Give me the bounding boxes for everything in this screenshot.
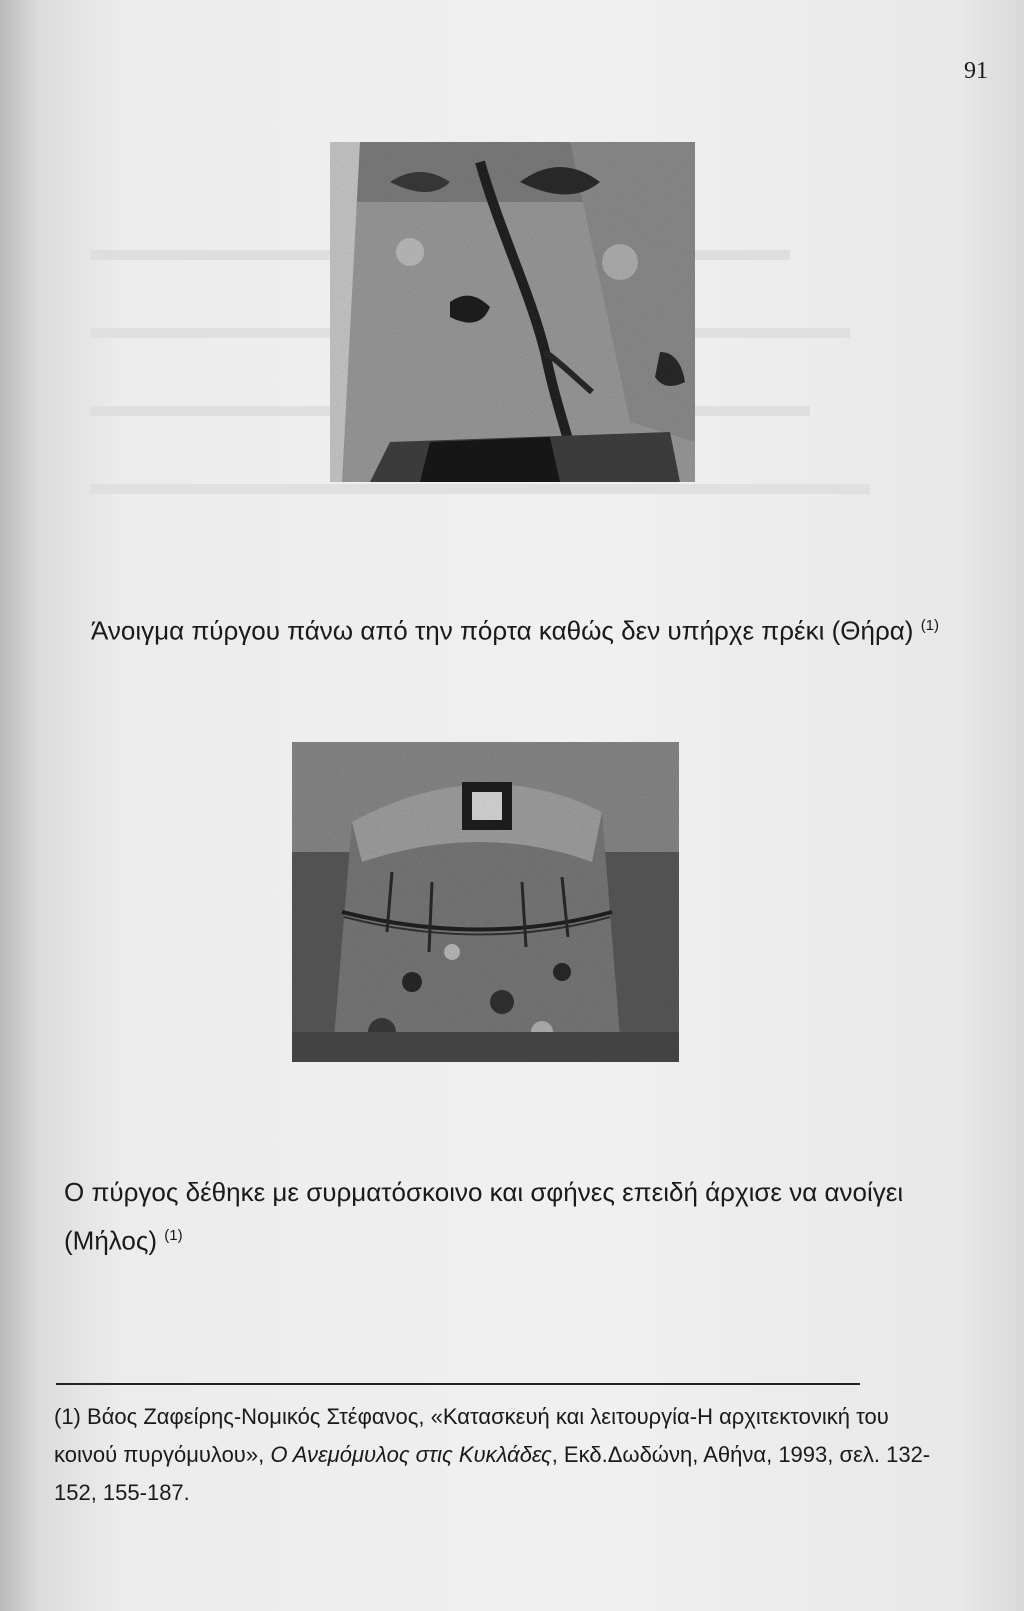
figure-2-note-ref: (1) — [164, 1227, 183, 1244]
figure-2-caption-place: (Μήλος) — [64, 1225, 158, 1256]
figure-2-caption-line-1: Ο πύργος δέθηκε με συρματόσκοινο και σφήνες επειδή άρχισε να ανοίγει — [64, 1177, 904, 1207]
figure-2-caption-line-2 — [64, 1214, 964, 1263]
footnote — [54, 1398, 934, 1512]
windmill-tower-photo — [292, 742, 679, 1062]
footnote-separator — [56, 1383, 860, 1385]
figure-1-caption-text: Άνοιγμα πύργου πάνω από την πόρτα καθώς δεν υπήρχε πρέκι (Θήρα) — [91, 615, 914, 646]
figure-1-note-ref: (1) — [920, 617, 940, 634]
footnote-text-part-2: , Εκδ.Δωδώνη, Αθήνα, 1993, σελ. 132-152, 155-187. — [54, 1442, 931, 1505]
windmill-opening-photo — [330, 142, 695, 482]
page-number: 91 — [964, 58, 988, 84]
figure-1-caption — [91, 604, 939, 653]
footnote-book-title: Ο Ανεμόμυλος στις Κυκλάδες — [270, 1442, 552, 1467]
figure-2-caption — [64, 1170, 964, 1263]
footnote-marker: (1) — [54, 1404, 81, 1429]
footnote-text-part-1: Βάος Ζαφείρης-Νομικός Στέφανος, «Κατασκευή και λειτουργία-Η αρχιτεκτονική του κοινού πυργόμυλου», — [54, 1404, 889, 1467]
